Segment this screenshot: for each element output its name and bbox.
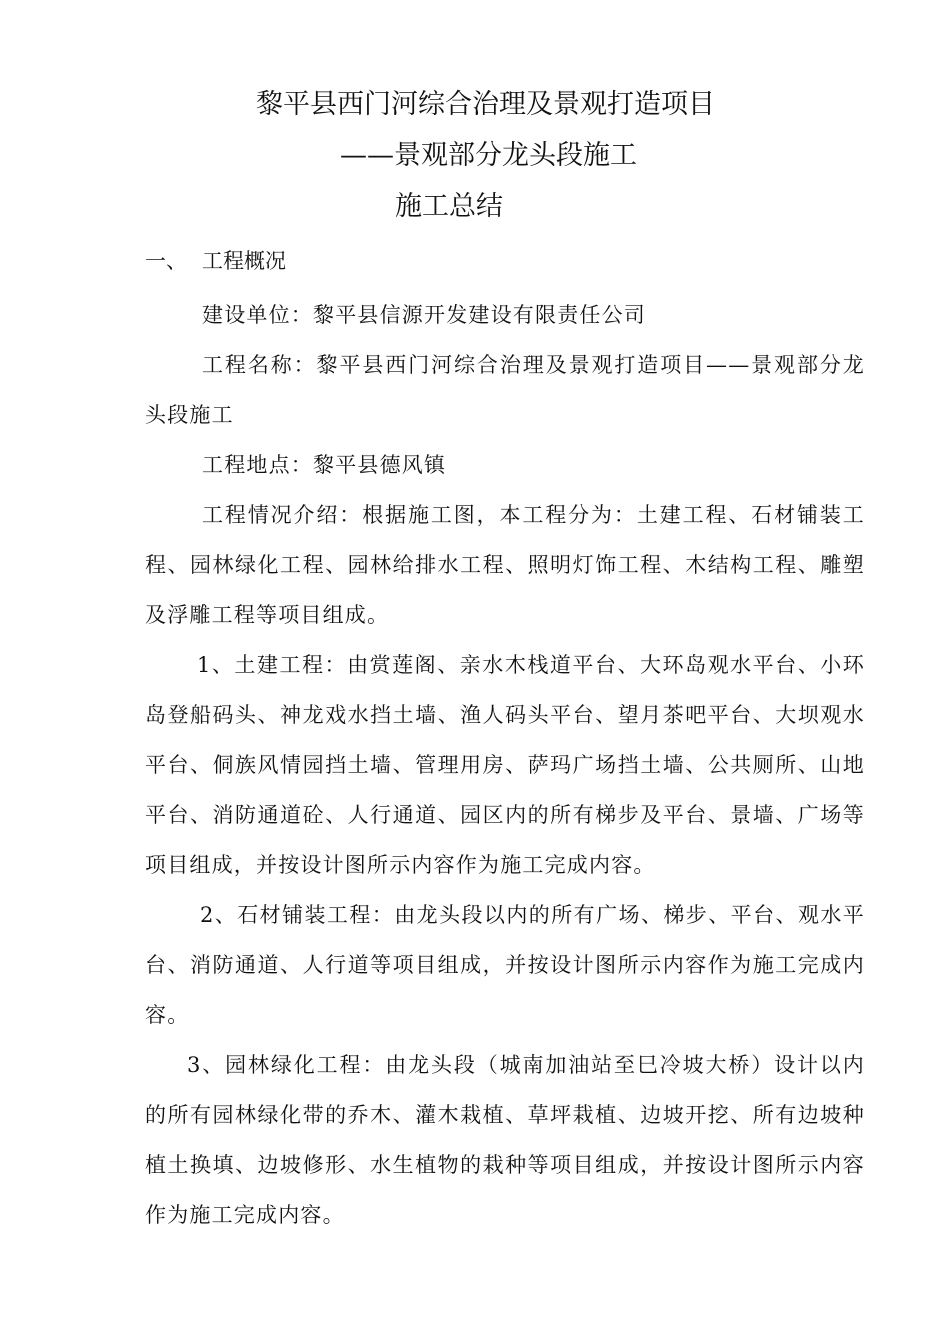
document-title-line3: 施工总结	[395, 191, 503, 222]
project-name-paragraph: 工程名称：黎平县西门河综合治理及景观打造项目——景观部分龙头段施工	[145, 353, 865, 427]
section-number: 一、	[145, 249, 187, 273]
document-title-line1: 黎平县西门河综合治理及景观打造项目	[256, 89, 715, 120]
landscaping-paragraph: 3、园林绿化工程：由龙头段（城南加油站至巳冷坡大桥）设计以内的所有园林绿化带的乔木、灌木栽植、草坪栽植、边坡开挖、所有边坡种植土换填、边坡修形、水生植物的栽种等项目组成，并按设计图所示内容作为施工完成内容。	[145, 1053, 865, 1227]
construction-unit-paragraph: 建设单位：黎平县信源开发建设有限责任公司	[202, 303, 646, 327]
project-intro-paragraph: 工程情况介绍：根据施工图，本工程分为：土建工程、石材铺装工程、园林绿化工程、园林给排水工程、照明灯饰工程、木结构工程、雕塑及浮雕工程等项目组成。	[145, 503, 865, 627]
stone-paving-paragraph: 2、石材铺装工程：由龙头段以内的所有广场、梯步、平台、观水平台、消防通道、人行道等项目组成，并按设计图所示内容作为施工完成内容。	[145, 903, 865, 1027]
project-location-paragraph: 工程地点：黎平县德风镇	[202, 453, 447, 477]
section-heading	[145, 246, 286, 276]
civil-works-paragraph: 1、土建工程：由赏莲阁、亲水木栈道平台、大环岛观水平台、小环岛登船码头、神龙戏水挡土墙、渔人码头平台、望月茶吧平台、大坝观水平台、侗族风情园挡土墙、管理用房、萨玛广场挡土墙、公共厕所、山地平台、消防通道砼、人行通道、园区内的所有梯步及平台、景墙、广场等项目组成，并按设计图所示内容作为施工完成内容。	[145, 653, 865, 877]
section-title: 工程概况	[202, 249, 286, 273]
document-title-line2: ——景观部分龙头段施工	[340, 140, 637, 171]
